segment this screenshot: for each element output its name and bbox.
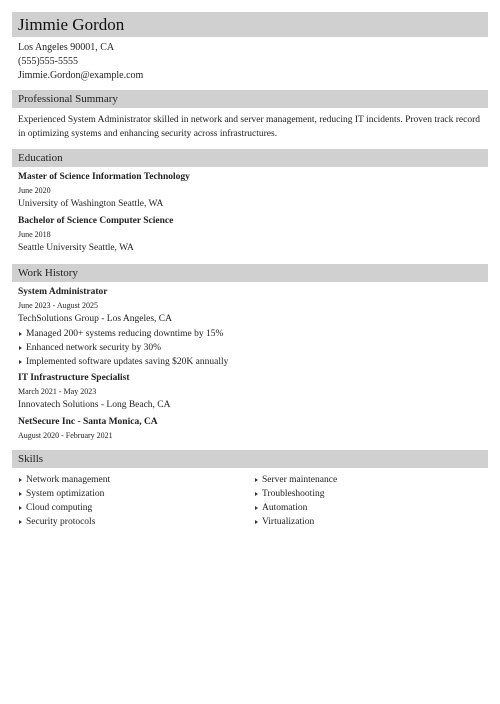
phone: (555)555-5555 — [18, 56, 78, 67]
company-name: Innovatech Solutions - Long Beach, CA — [18, 400, 171, 410]
candidate-name: Jimmie Gordon — [18, 14, 125, 34]
job-title: IT Infrastructure Specialist — [18, 373, 130, 383]
summary-text: Experienced System Administrator skilled in network and server management, reducing IT incidents. Proven track record in optimizing systems and enhancing security across infrastructures. — [18, 115, 481, 139]
job-title: System Administrator — [18, 287, 108, 297]
section-heading-education: Education — [12, 149, 488, 167]
work-history-list — [12, 286, 488, 442]
skill-item: Cloud computing — [18, 501, 254, 515]
section-heading-work-history: Work History — [12, 264, 488, 282]
section-heading-skills: Skills — [12, 450, 488, 468]
job-dates: March 2021 - May 2023 — [18, 387, 97, 396]
bullet-item: Implemented software updates saving $20K annually — [18, 355, 488, 369]
job-dates: August 2020 - February 2021 — [18, 431, 113, 440]
education-entry — [18, 215, 488, 256]
job-dates: June 2023 - August 2025 — [18, 301, 98, 310]
school-name: Seattle University Seattle, WA — [18, 243, 134, 253]
skill-item: Troubleshooting — [254, 487, 484, 501]
contact-info — [12, 41, 488, 83]
skill-item: Automation — [254, 501, 484, 515]
company-name: TechSolutions Group - Los Angeles, CA — [18, 314, 172, 324]
address: Los Angeles 90001, CA — [18, 42, 115, 53]
name-header-bar — [12, 12, 488, 37]
job-bullets — [18, 327, 488, 369]
degree-title: Master of Science Information Technology — [18, 172, 190, 182]
skill-item: Server maintenance — [254, 473, 484, 487]
job-title: NetSecure Inc - Santa Monica, CA — [18, 417, 158, 427]
email: Jimmie.Gordon@example.com — [18, 70, 144, 81]
graduation-date: June 2018 — [18, 230, 51, 239]
skill-item: Network management — [18, 473, 254, 487]
education-entry — [18, 171, 488, 212]
bullet-item: Managed 200+ systems reducing downtime by 15% — [18, 327, 488, 341]
skill-item: System optimization — [18, 487, 254, 501]
bullet-item: Enhanced network security by 30% — [18, 341, 488, 355]
degree-title: Bachelor of Science Computer Science — [18, 216, 174, 226]
resume-page — [12, 12, 488, 529]
section-heading-summary: Professional Summary — [12, 90, 488, 108]
skills-list — [12, 473, 488, 529]
skill-item: Security protocols — [18, 515, 254, 529]
skills-column-left — [18, 473, 254, 529]
job-entry — [18, 372, 488, 413]
skills-column-right — [254, 473, 484, 529]
graduation-date: June 2020 — [18, 186, 51, 195]
school-name: University of Washington Seattle, WA — [18, 199, 164, 209]
skill-item: Virtualization — [254, 515, 484, 529]
job-entry — [18, 286, 488, 369]
job-entry — [18, 416, 488, 442]
education-list — [12, 171, 488, 256]
